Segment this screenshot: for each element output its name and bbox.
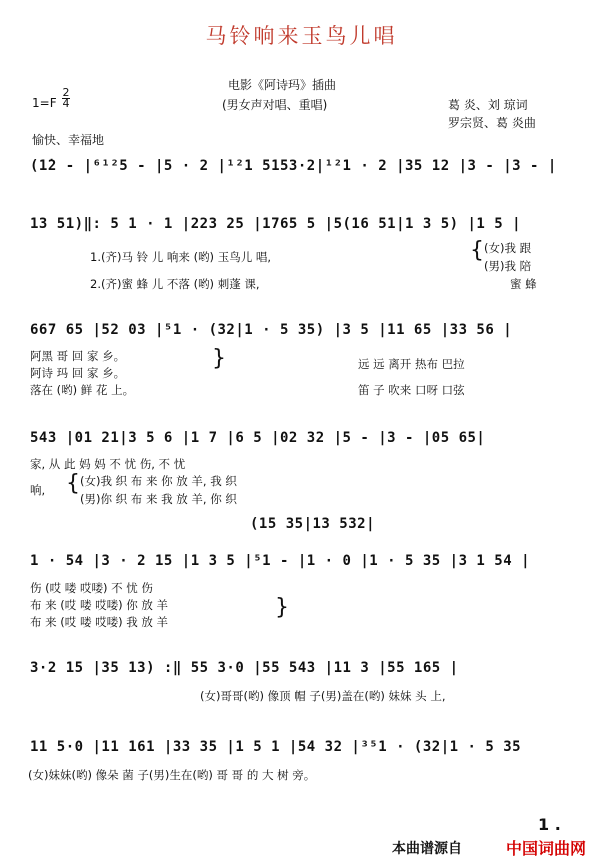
time-signature (62, 88, 70, 109)
lyric-row-7-1: (女)哥哥(哟) 像顶 帽 子(男)盖在(哟) 妹妹 头 上, (200, 689, 446, 703)
notation-row-1: (1̇2 - |⁶¹²5 - |5 · 2 |¹²1 5153·2|¹²1 · 2 |35 12 |3 - |3 - | (30, 158, 557, 174)
lyric-row-2-4: (男)我 陪 (484, 259, 532, 273)
performance-note: (男女声对唱、重唱) (222, 98, 328, 112)
notation-row-7: 3·2 15 |35 13) :‖ 55 3·0 |55 543 |11 3 |55 165 | (30, 660, 459, 676)
lyricist-credit: 葛 炎、刘 琼词 (448, 98, 528, 112)
lyric-row-6-3: 布 来 (哎 喽 哎喽) 我 放 羊 (30, 615, 169, 629)
lyric-row-4-4: (男)你 织 布 来 我 放 羊, 你 织 (80, 492, 237, 506)
lyric-row-6-1: 伤 (哎 喽 哎喽) 不 忧 伤 (30, 581, 153, 595)
lyric-row-3-3: 落在 (哟) 鲜 花 上。 (30, 383, 135, 397)
lyric-row-8-1: (女)妹妹(哟) 像朵 菌 子(男)生在(哟) 哥 哥 的 大 树 旁。 (28, 768, 316, 782)
brace-row-6: } (275, 595, 289, 620)
lyric-row-3-4: 远 远 离开 热布 巴拉 (358, 357, 465, 371)
site-watermark: 中国词曲网 (506, 839, 587, 858)
brace-row-4: { (66, 471, 80, 496)
brace-row-2: { (470, 238, 484, 263)
lyric-row-4-3: (女)我 织 布 来 你 放 羊, 我 织 (80, 474, 237, 488)
lyric-row-3-5: 笛 子 吹来 口呀 口弦 (358, 383, 465, 397)
lyric-row-2-1: 1.(齐)马 铃 儿 响来 (哟) 玉鸟儿 唱, (90, 250, 272, 264)
time-numerator: 2 (62, 86, 70, 99)
brace-row-3: } (212, 346, 226, 371)
lyric-row-4-1: 家, 从 此 妈 妈 不 忧 伤, 不 忧 (30, 457, 186, 471)
lyric-row-6-2: 布 来 (哎 喽 哎喽) 你 放 羊 (30, 598, 169, 612)
lyric-row-3-1: 阿黑 哥 回 家 乡。 (30, 349, 126, 363)
song-title: 马铃响来玉鸟儿唱 (205, 24, 398, 48)
composer-credit: 罗宗贤、葛 炎曲 (448, 116, 536, 130)
time-denominator: 4 (62, 97, 70, 110)
page-mark: 1 . (538, 815, 561, 834)
lyric-row-4-2: 响, (30, 483, 46, 497)
notation-row-4: 543 |01 21|3 5 6 |1 7 |6 5 |02 32 |5 - |3 - |05 65| (30, 430, 486, 446)
notation-row-2: 13 51)‖: 5 1 · 1 |223 25 |1765 5 |5(16 51|1 3 5) |1 5 | (30, 216, 522, 232)
tempo-marking: 愉快、幸福地 (32, 133, 105, 147)
source-label: 本曲谱源自 (392, 841, 462, 857)
film-note: 电影《阿诗玛》插曲 (228, 78, 337, 92)
lyric-row-2-5: 蜜 蜂 (510, 277, 537, 291)
notation-row-3: 667 65 |52 03 |⁵1 · (32|1 · 5 35) |3 5 |11 65 |33 56 | (30, 322, 513, 338)
notation-row-5: (15 35|13 532| (250, 516, 376, 532)
lyric-row-2-3: (女)我 跟 (484, 241, 532, 255)
lyric-row-2-2: 2.(齐)蜜 蜂 儿 不落 (哟) 刺蓬 课, (90, 277, 260, 291)
notation-row-8: 11 5·0 |11 161 |33 35 |1 5 1 |54 32 |³⁵1 · (32|1 · 5 35 (30, 739, 522, 755)
key-signature: 1=F (32, 96, 57, 110)
notation-row-6: 1 · 54 |3 · 2 15 |1 3 5 |⁵1 - |1 · 0 |1 · 5 35 |3 1 54 | (30, 553, 531, 569)
lyric-row-3-2: 阿诗 玛 回 家 乡。 (30, 366, 126, 380)
